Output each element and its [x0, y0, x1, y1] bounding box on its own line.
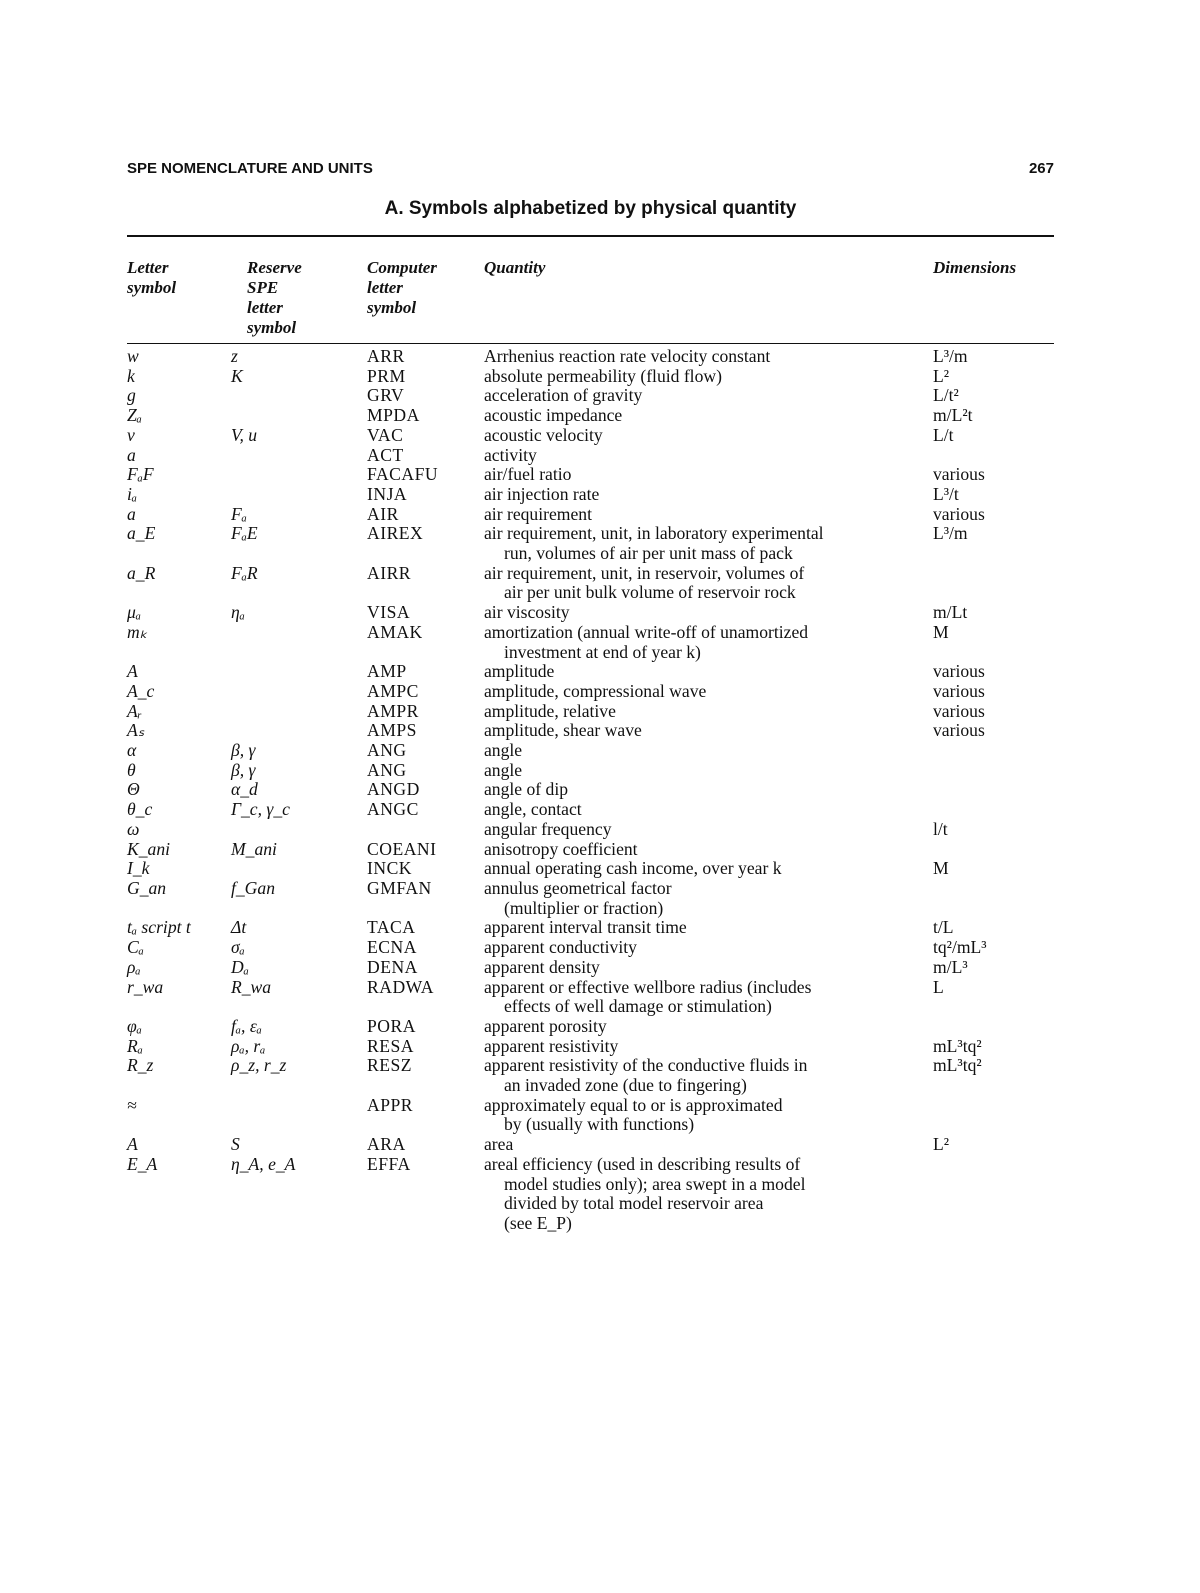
- dimensions-cell: M: [933, 858, 949, 879]
- computer-symbol-cell: MPDA: [367, 405, 420, 426]
- quantity-line: air viscosity: [484, 602, 570, 623]
- reserve-symbol-cell: FₐR: [231, 562, 258, 583]
- reserve-symbol-cell: z: [231, 346, 238, 366]
- computer-symbol-cell: GRV: [367, 385, 405, 406]
- letter-symbol-cell: ω: [127, 818, 140, 839]
- table-row: [127, 741, 1054, 761]
- computer-symbol-cell: PORA: [367, 1015, 416, 1036]
- table-row: [127, 406, 1054, 426]
- quantity-cell: [484, 859, 922, 879]
- computer-symbol-cell: FACAFU: [367, 464, 439, 485]
- reserve-symbol-cell: M_ani: [231, 838, 277, 859]
- quantity-line: areal efficiency (used in describing results of: [484, 1153, 801, 1174]
- letter-symbol-cell: K_ani: [127, 838, 171, 859]
- computer-symbol-cell: AMAK: [367, 621, 423, 642]
- computer-symbol-cell: AMPS: [367, 720, 417, 741]
- dimensions-cell: m/L³: [933, 956, 968, 977]
- letter-symbol-cell: ≈: [127, 1094, 137, 1115]
- dimensions-cell: mL³tq²: [933, 1055, 982, 1076]
- running-title: SPE NOMENCLATURE AND UNITS: [127, 160, 373, 177]
- table-row: [127, 958, 1054, 978]
- quantity-line: annulus geometrical factor: [484, 877, 672, 898]
- computer-symbol-cell: VAC: [367, 424, 404, 445]
- quantity-cell: [484, 761, 922, 781]
- table-row: [127, 1096, 1054, 1135]
- quantity-cell: [484, 603, 922, 623]
- quantity-line: approximately equal to or is approximated: [484, 1094, 783, 1115]
- table-row: [127, 564, 1054, 603]
- letter-symbol-cell: E_A: [127, 1153, 158, 1174]
- computer-symbol-cell: ACT: [367, 444, 404, 465]
- reserve-symbol-cell: V, u: [231, 424, 258, 445]
- table-row: [127, 367, 1054, 387]
- computer-symbol-cell: INJA: [367, 483, 408, 504]
- col-head-letter-symbol: Letter symbol: [127, 258, 177, 297]
- quantity-line: air per unit bulk volume of reservoir rock: [504, 582, 796, 603]
- quantity-cell: [484, 682, 922, 702]
- quantity-line: annual operating cash income, over year k: [484, 858, 782, 879]
- table-row: [127, 603, 1054, 623]
- quantity-line: model studies only); area swept in a model: [504, 1173, 806, 1194]
- dimensions-cell: m/L²t: [933, 405, 973, 426]
- table-row: [127, 386, 1054, 406]
- letter-symbol-cell: g: [127, 385, 136, 406]
- table-row: [127, 1135, 1054, 1155]
- quantity-line: air injection rate: [484, 483, 600, 504]
- computer-symbol-cell: ANGC: [367, 799, 419, 820]
- dimensions-cell: various: [933, 700, 985, 721]
- table-row: [127, 761, 1054, 781]
- table-row: [127, 859, 1054, 879]
- top-rule: [127, 235, 1054, 237]
- quantity-cell: [484, 662, 922, 682]
- section-title: A. Symbols alphabetized by physical quantity: [384, 198, 797, 219]
- computer-symbol-cell: ANGD: [367, 779, 420, 800]
- quantity-cell: [484, 406, 922, 426]
- table-row: [127, 446, 1054, 466]
- computer-symbol-cell: AIR: [367, 503, 399, 524]
- running-header: [127, 160, 1054, 177]
- table-row: [127, 1056, 1054, 1095]
- table-row: [127, 780, 1054, 800]
- table-row: [127, 800, 1054, 820]
- table-row: [127, 918, 1054, 938]
- table-row: [127, 702, 1054, 722]
- quantity-cell: [484, 840, 922, 860]
- computer-symbol-cell: EFFA: [367, 1153, 411, 1174]
- quantity-line: Arrhenius reaction rate velocity constant: [484, 346, 771, 366]
- quantity-cell: [484, 446, 922, 466]
- quantity-line: amplitude, relative: [484, 700, 616, 721]
- table-row: [127, 978, 1054, 1017]
- letter-symbol-cell: θ: [127, 759, 136, 780]
- computer-symbol-cell: ANG: [367, 740, 407, 761]
- quantity-line: investment at end of year k): [504, 641, 701, 662]
- letter-symbol-cell: Cₐ: [127, 937, 144, 958]
- table-row: [127, 820, 1054, 840]
- letter-symbol-cell: a: [127, 444, 136, 465]
- dimensions-cell: L³/m: [933, 523, 968, 544]
- quantity-line: acceleration of gravity: [484, 385, 643, 406]
- reserve-symbol-cell: Γ_c, γ_c: [231, 799, 290, 820]
- table-row: [127, 485, 1054, 505]
- quantity-line: air requirement, unit, in reservoir, volumes of: [484, 562, 805, 583]
- quantity-line: acoustic velocity: [484, 424, 603, 445]
- letter-symbol-cell: Rₐ: [127, 1035, 143, 1056]
- quantity-line: air requirement, unit, in laboratory experimental: [484, 523, 824, 544]
- letter-symbol-cell: θ_c: [127, 799, 153, 820]
- table-row: [127, 505, 1054, 525]
- reserve-symbol-cell: K: [231, 365, 243, 386]
- letter-symbol-cell: k: [127, 365, 135, 386]
- letter-symbol-cell: a: [127, 503, 136, 524]
- computer-symbol-cell: DENA: [367, 956, 418, 977]
- quantity-cell: [484, 820, 922, 840]
- quantity-line: effects of well damage or stimulation): [504, 996, 772, 1017]
- quantity-line: angle: [484, 759, 523, 780]
- computer-symbol-cell: ARA: [367, 1134, 406, 1155]
- dimensions-cell: various: [933, 503, 985, 524]
- computer-symbol-cell: ANG: [367, 759, 407, 780]
- quantity-cell: [484, 623, 922, 662]
- table-row: [127, 524, 1054, 563]
- quantity-line: apparent interval transit time: [484, 917, 687, 938]
- quantity-line: (see E_P): [504, 1212, 572, 1233]
- dimensions-cell: L/t: [933, 424, 954, 445]
- quantity-cell: [484, 1037, 922, 1057]
- page-number: 267: [1028, 160, 1054, 177]
- computer-symbol-cell: RADWA: [367, 976, 435, 997]
- computer-symbol-cell: AIREX: [367, 523, 424, 544]
- reserve-symbol-cell: f_Gan: [231, 877, 275, 898]
- quantity-cell: [484, 918, 922, 938]
- letter-symbol-cell: Aₛ: [127, 720, 145, 741]
- letter-symbol-cell: μₐ: [127, 602, 141, 623]
- quantity-cell: [484, 702, 922, 722]
- quantity-line: anisotropy coefficient: [484, 838, 638, 859]
- computer-symbol-cell: AMPR: [367, 700, 419, 721]
- computer-symbol-cell: RESZ: [367, 1055, 413, 1076]
- quantity-line: air/fuel ratio: [484, 464, 572, 485]
- table-row: [127, 426, 1054, 446]
- reserve-symbol-cell: β, γ: [231, 759, 256, 780]
- letter-symbol-cell: A_c: [127, 680, 155, 701]
- reserve-symbol-cell: Δt: [231, 917, 247, 938]
- table-row: [127, 682, 1054, 702]
- table-row: [127, 662, 1054, 682]
- letter-symbol-cell: G_an: [127, 877, 167, 898]
- letter-symbol-cell: tₐ script t: [127, 917, 191, 938]
- col-head-dimensions: Dimensions: [933, 258, 1017, 277]
- letter-symbol-cell: w: [127, 346, 139, 366]
- reserve-symbol-cell: ηₐ: [231, 602, 245, 623]
- quantity-line: apparent porosity: [484, 1015, 607, 1036]
- quantity-line: amplitude: [484, 661, 555, 682]
- quantity-line: angle: [484, 740, 523, 761]
- dimensions-cell: L³/m: [933, 346, 968, 366]
- computer-symbol-cell: GMFAN: [367, 877, 432, 898]
- quantity-cell: [484, 721, 922, 741]
- quantity-cell: [484, 426, 922, 446]
- col-head-reserve: Reserve SPE letter symbol: [247, 258, 302, 337]
- letter-symbol-cell: R_z: [127, 1055, 154, 1076]
- computer-symbol-cell: VISA: [367, 602, 411, 623]
- quantity-cell: [484, 800, 922, 820]
- table-row: [127, 465, 1054, 485]
- quantity-line: activity: [484, 444, 537, 465]
- quantity-cell: [484, 505, 922, 525]
- computer-symbol-cell: PRM: [367, 365, 406, 386]
- quantity-line: apparent resistivity: [484, 1035, 619, 1056]
- reserve-symbol-cell: σₐ: [231, 937, 245, 958]
- quantity-cell: [484, 1096, 922, 1135]
- computer-symbol-cell: APPR: [367, 1094, 414, 1115]
- quantity-cell: [484, 386, 922, 406]
- quantity-line: air requirement: [484, 503, 592, 524]
- letter-symbol-cell: a_R: [127, 562, 156, 583]
- computer-symbol-cell: AMP: [367, 661, 407, 682]
- quantity-cell: [484, 1135, 922, 1155]
- quantity-line: apparent resistivity of the conductive fluids in: [484, 1055, 808, 1076]
- dimensions-cell: m/Lt: [933, 602, 968, 623]
- quantity-cell: [484, 958, 922, 978]
- table-row: [127, 1037, 1054, 1057]
- letter-symbol-cell: Zₐ: [127, 405, 142, 426]
- computer-symbol-cell: AMPC: [367, 680, 419, 701]
- dimensions-cell: L: [933, 976, 944, 997]
- dimensions-cell: mL³tq²: [933, 1035, 982, 1056]
- symbol-table: [127, 347, 1054, 1234]
- reserve-symbol-cell: Fₐ: [231, 503, 247, 524]
- letter-symbol-cell: α: [127, 740, 137, 761]
- quantity-line: angle, contact: [484, 799, 582, 820]
- dimensions-cell: M: [933, 621, 949, 642]
- table-row: [127, 938, 1054, 958]
- letter-symbol-cell: Aᵣ: [127, 700, 143, 721]
- quantity-line: apparent density: [484, 956, 600, 977]
- quantity-cell: [484, 524, 922, 563]
- computer-symbol-cell: ARR: [367, 346, 405, 366]
- computer-symbol-cell: ECNA: [367, 937, 417, 958]
- table-row: [127, 879, 1054, 918]
- dimensions-cell: t/L: [933, 917, 954, 938]
- reserve-symbol-cell: S: [231, 1134, 240, 1155]
- dimensions-cell: L/t²: [933, 385, 959, 406]
- dimensions-cell: various: [933, 720, 985, 741]
- quantity-line: an invaded zone (due to fingering): [504, 1075, 747, 1096]
- computer-symbol-cell: INCK: [367, 858, 413, 879]
- quantity-cell: [484, 367, 922, 387]
- quantity-cell: [484, 938, 922, 958]
- dimensions-cell: L²: [933, 365, 950, 386]
- reserve-symbol-cell: η_A, e_A: [231, 1153, 296, 1174]
- computer-symbol-cell: AIRR: [367, 562, 412, 583]
- quantity-cell: [484, 465, 922, 485]
- col-head-computer: Computer letter symbol: [367, 258, 437, 317]
- letter-symbol-cell: r_wa: [127, 976, 164, 997]
- quantity-line: (multiplier or fraction): [504, 897, 664, 918]
- letter-symbol-cell: a_E: [127, 523, 156, 544]
- letter-symbol-cell: φₐ: [127, 1015, 142, 1036]
- reserve-symbol-cell: R_wa: [231, 976, 272, 997]
- reserve-symbol-cell: ρₐ, rₐ: [231, 1035, 266, 1056]
- dimensions-cell: l/t: [933, 818, 948, 839]
- table-row: [127, 347, 1054, 367]
- reserve-symbol-cell: β, γ: [231, 740, 256, 761]
- dimensions-cell: various: [933, 680, 985, 701]
- quantity-line: apparent conductivity: [484, 937, 637, 958]
- quantity-cell: [484, 978, 922, 1017]
- table-row: [127, 623, 1054, 662]
- quantity-line: angular frequency: [484, 818, 612, 839]
- reserve-symbol-cell: ρ_z, r_z: [231, 1055, 287, 1076]
- dimensions-cell: various: [933, 464, 985, 485]
- quantity-cell: [484, 347, 922, 367]
- quantity-line: by (usually with functions): [504, 1114, 695, 1135]
- dimensions-cell: L³/t: [933, 483, 959, 504]
- header-rule: [127, 343, 1054, 344]
- reserve-symbol-cell: fₐ, εₐ: [231, 1015, 262, 1036]
- computer-symbol-cell: TACA: [367, 917, 416, 938]
- quantity-cell: [484, 741, 922, 761]
- quantity-line: absolute permeability (fluid flow): [484, 365, 722, 386]
- quantity-line: amplitude, shear wave: [484, 720, 642, 741]
- quantity-line: amortization (annual write-off of unamortized: [484, 621, 809, 642]
- dimensions-cell: various: [933, 661, 985, 682]
- quantity-line: angle of dip: [484, 779, 569, 800]
- quantity-cell: [484, 485, 922, 505]
- quantity-cell: [484, 564, 922, 603]
- quantity-line: apparent or effective wellbore radius (includes: [484, 976, 812, 997]
- table-row: [127, 721, 1054, 741]
- reserve-symbol-cell: FₐE: [231, 523, 258, 544]
- computer-symbol-cell: COEANI: [367, 838, 437, 859]
- reserve-symbol-cell: Dₐ: [231, 956, 249, 977]
- letter-symbol-cell: Θ: [127, 779, 140, 800]
- quantity-line: acoustic impedance: [484, 405, 623, 426]
- letter-symbol-cell: A: [127, 661, 138, 682]
- table-row: [127, 1017, 1054, 1037]
- col-head-quantity: Quantity: [484, 258, 546, 277]
- quantity-line: run, volumes of air per unit mass of pack: [504, 543, 793, 564]
- table-row: [127, 840, 1054, 860]
- dimensions-cell: tq²/mL³: [933, 937, 987, 958]
- quantity-line: area: [484, 1134, 514, 1155]
- letter-symbol-cell: FₐF: [127, 464, 154, 485]
- quantity-line: amplitude, compressional wave: [484, 680, 707, 701]
- letter-symbol-cell: mₖ: [127, 621, 148, 642]
- letter-symbol-cell: I_k: [127, 858, 150, 879]
- column-headers: [127, 258, 1054, 340]
- computer-symbol-cell: RESA: [367, 1035, 414, 1056]
- letter-symbol-cell: ρₐ: [127, 956, 141, 977]
- quantity-cell: [484, 780, 922, 800]
- dimensions-cell: L²: [933, 1134, 950, 1155]
- quantity-line: divided by total model reservoir area: [504, 1193, 764, 1214]
- letter-symbol-cell: A: [127, 1134, 138, 1155]
- letter-symbol-cell: v: [127, 424, 135, 445]
- table-row: [127, 1155, 1054, 1234]
- reserve-symbol-cell: α_d: [231, 779, 258, 800]
- quantity-cell: [484, 1155, 922, 1234]
- quantity-cell: [484, 879, 922, 918]
- quantity-cell: [484, 1017, 922, 1037]
- letter-symbol-cell: iₐ: [127, 483, 138, 504]
- quantity-cell: [484, 1056, 922, 1095]
